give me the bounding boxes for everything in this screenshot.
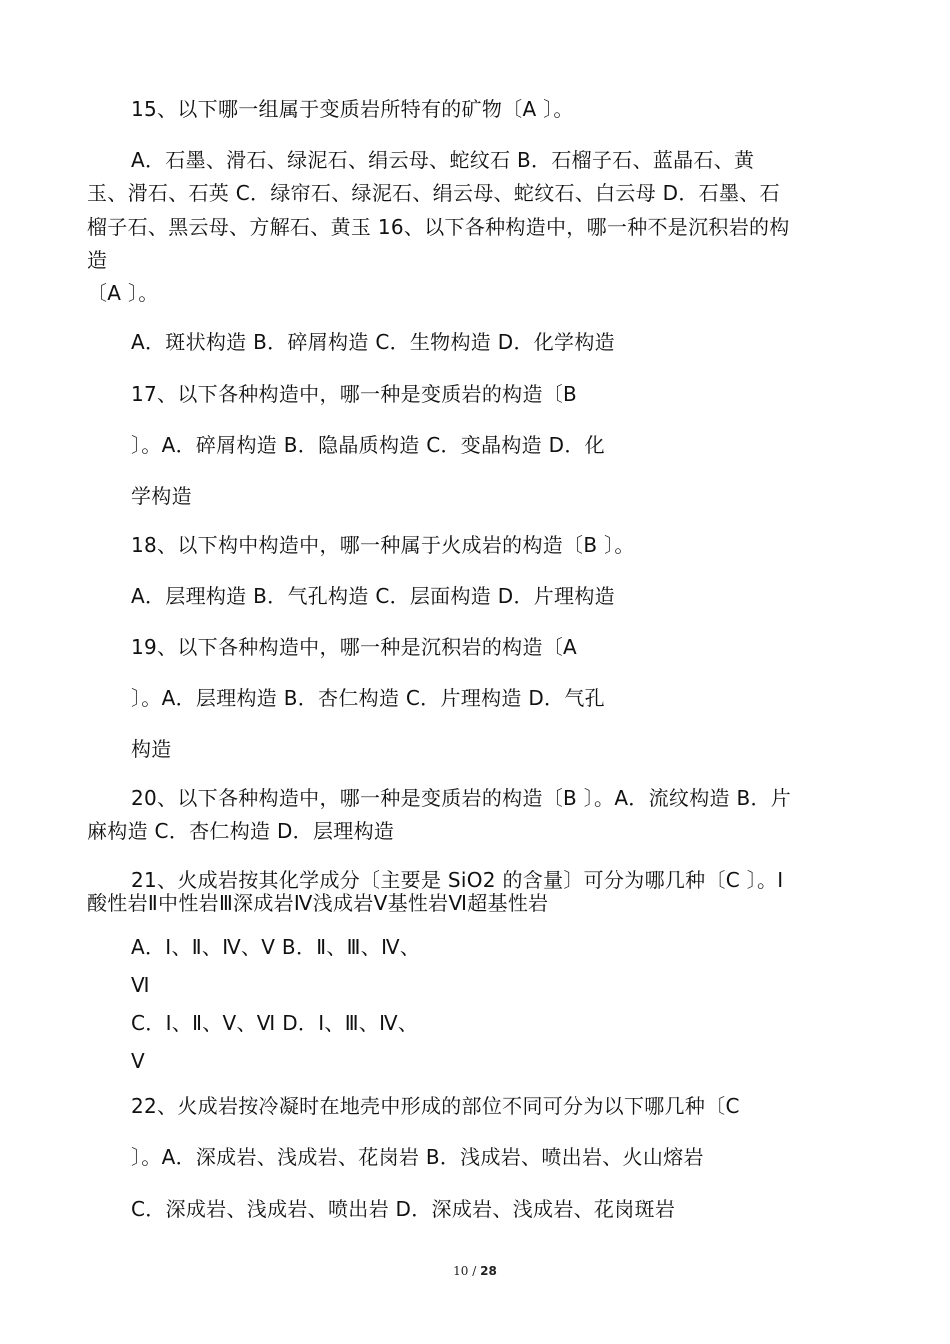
question-20-options: 麻构造 C．杏仁构造 D．层理构造 bbox=[87, 819, 395, 843]
question-21-stem: 21、火成岩按其化学成分〔主要是 SiO2 的含量〕可分为哪几种〔C 〕。Ⅰ bbox=[131, 868, 784, 892]
question-18-stem: 18、以下构中构造中，哪一种属于火成岩的构造〔B 〕。 bbox=[131, 533, 635, 557]
question-19-stem: 19、以下各种构造中，哪一种是沉积岩的构造〔A bbox=[131, 635, 578, 659]
question-16-stem: 榴子石、黑云母、方解石、黄玉 16、以下各种构造中，哪一种不是沉积岩的构 bbox=[87, 215, 790, 239]
question-15-stem: 15、以下哪一组属于变质岩所特有的矿物〔A 〕。 bbox=[131, 97, 574, 121]
question-17-options: 〕。A．碎屑构造 B．隐晶质构造 C．变晶构造 D．化 bbox=[131, 433, 605, 457]
page-total: 28 bbox=[480, 1264, 497, 1278]
question-16-options: A．斑状构造 B．碎屑构造 C．生物构造 D．化学构造 bbox=[131, 330, 615, 354]
question-19-options: 〕。A．层理构造 B．杏仁构造 C．片理构造 D．气孔 bbox=[131, 686, 605, 710]
question-21-options: Ⅵ bbox=[131, 973, 150, 997]
question-20-stem: 20、以下各种构造中，哪一种是变质岩的构造〔B 〕。A．流纹构造 B．片 bbox=[131, 786, 792, 810]
question-21-stem: 酸性岩Ⅱ中性岩Ⅲ深成岩Ⅳ浅成岩Ⅴ基性岩Ⅵ超基性岩 bbox=[87, 891, 549, 915]
question-15-options: A．石墨、滑石、绿泥石、绢云母、蛇纹石 B．石榴子石、蓝晶石、黄 bbox=[131, 148, 755, 172]
question-18-options: A．层理构造 B．气孔构造 C．层面构造 D．片理构造 bbox=[131, 584, 615, 608]
question-16-answer: 〔A 〕。 bbox=[87, 281, 159, 305]
question-17-stem: 17、以下各种构造中，哪一种是变质岩的构造〔B bbox=[131, 382, 578, 406]
question-21-options: A．Ⅰ、Ⅱ、Ⅳ、Ⅴ B．Ⅱ、Ⅲ、Ⅳ、 bbox=[131, 935, 421, 959]
question-21-options: Ⅴ bbox=[131, 1049, 145, 1073]
question-19-options: 构造 bbox=[131, 737, 172, 761]
question-15-options: 玉、滑石、石英 C．绿帘石、绿泥石、绢云母、蛇纹石、白云母 D．石墨、石 bbox=[87, 181, 780, 205]
question-21-options: C．Ⅰ、Ⅱ、Ⅴ、Ⅵ D．Ⅰ、Ⅲ、Ⅳ、 bbox=[131, 1011, 419, 1035]
page-separator: / bbox=[468, 1264, 481, 1278]
page-current: 10 bbox=[453, 1264, 469, 1278]
question-22-stem: 22、火成岩按冷凝时在地壳中形成的部位不同可分为以下哪几种〔C bbox=[131, 1094, 740, 1118]
question-17-options: 学构造 bbox=[131, 484, 192, 508]
question-22-options: 〕。A．深成岩、浅成岩、花岗岩 B．浅成岩、喷出岩、火山熔岩 bbox=[131, 1145, 704, 1169]
question-22-options: C．深成岩、浅成岩、喷出岩 D．深成岩、浅成岩、花岗斑岩 bbox=[131, 1197, 676, 1221]
page-number bbox=[0, 1264, 950, 1278]
question-16-stem: 造 bbox=[87, 248, 108, 272]
